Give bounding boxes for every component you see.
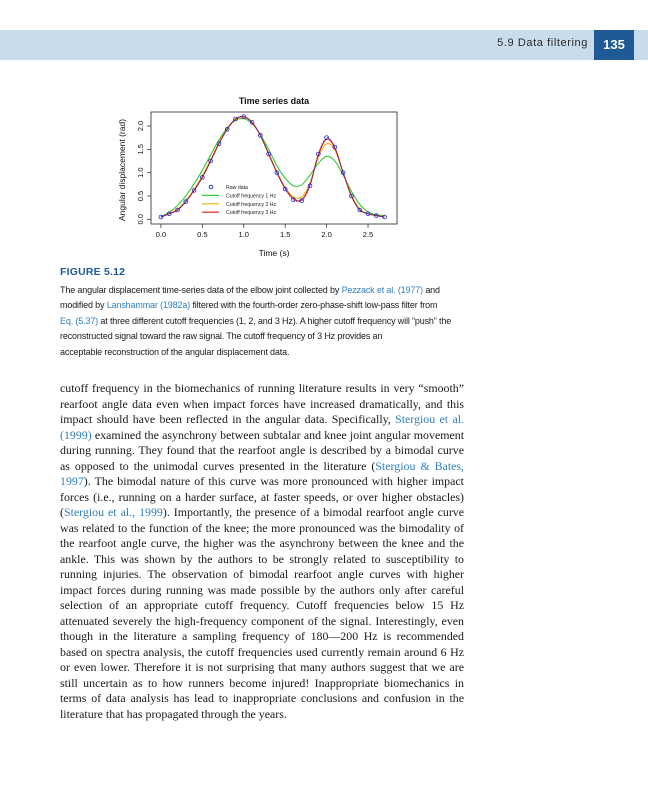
citation-link[interactable]: Stergiou & Bates, 1997 xyxy=(60,458,464,488)
x-tick-label: 2.5 xyxy=(362,230,374,239)
x-tick-label: 0.0 xyxy=(155,230,167,239)
x-tick-label: 2.0 xyxy=(321,230,332,239)
caption-text-segment: and xyxy=(422,284,440,295)
figure-label: FIGURE 5.12 xyxy=(60,266,126,278)
caption-reference-link[interactable]: Lanshammar (1982a) xyxy=(106,300,191,311)
caption-text-segment: acceptable reconstruction of the angular displacement data. xyxy=(60,346,290,357)
x-tick-label: 1.5 xyxy=(279,230,291,239)
y-tick-label: 1.5 xyxy=(136,144,145,155)
x-tick-label: 0.5 xyxy=(197,230,208,239)
caption-line xyxy=(60,314,468,330)
x-axis-label: Time (s) xyxy=(258,248,290,258)
page-number: 135 xyxy=(594,30,634,60)
caption-text xyxy=(60,283,468,361)
y-tick-label: 2.0 xyxy=(136,120,145,132)
caption-line xyxy=(60,298,468,314)
figure-caption xyxy=(60,265,468,361)
body-text-segment: cutoff frequency in the biomechanics of running literature results in very “smooth” rearfoot angle data even when impact forces have increased dramatically, and this impact should have been reflected in the angular data. Specifically, xyxy=(60,381,464,426)
legend-label: Cutoff frequency 3 Hz xyxy=(226,210,277,217)
running-head: 5.9 Data filtering xyxy=(497,37,588,49)
caption-text-segment: at three different cutoff frequencies (1, 2, and 3 Hz). A higher cutoff frequency will “push” the xyxy=(98,315,452,326)
caption-text-segment: reconstructed signal toward the raw signal. The cutoff frequency of 3 Hz provides an xyxy=(60,331,383,342)
chart-title: Time series data xyxy=(238,96,310,106)
citation-link[interactable]: Stergiou et al., 1999 xyxy=(63,505,163,519)
y-tick-label: 1.0 xyxy=(136,167,145,178)
body-paragraph xyxy=(60,381,464,722)
legend-label: Raw data xyxy=(226,185,248,191)
body-text-segment: ). The bimodal nature of this curve was more pronounced with higher impact forces (i.e., running on a harder surface, at faster speeds, or over higher obstacles) ( xyxy=(60,474,464,519)
y-tick-label: 0.0 xyxy=(136,214,145,225)
legend-label: Cutoff frequency 2 Hz xyxy=(226,201,277,208)
caption-line xyxy=(60,283,468,299)
caption-reference-link[interactable]: Pezzack et al. (1977) xyxy=(341,284,423,295)
caption-text-segment: filtered with the fourth-order zero-phase-shift low-pass filter from xyxy=(190,300,438,311)
caption-line xyxy=(60,329,468,345)
legend-label: Cutoff frequency 1 Hz xyxy=(226,193,277,200)
axes xyxy=(136,121,373,239)
caption-reference-link[interactable]: Eq. (5.37) xyxy=(60,315,99,326)
time-series-chart xyxy=(110,90,400,258)
body-text-segment: examined the asynchrony between subtalar and knee joint angular movement during running. They found that the rearfoot angle is described by a bimodal curve as opposed to the unimodal curves presented in the literature ( xyxy=(60,427,464,473)
body-text-segment: ). Importantly, the presence of a bimodal rearfoot angle curve was related to the function of the knee; the more pronounced was the bimodality of the rearfoot angle curve, the higher was the asynchrony between the knee and the ankle. This was shown by the authors to be strongly related to susceptibility to running injuries. The observation of bimodal rearfoot angle curves with higher impact forces during running was made possible by the authors only after careful selection of an appropriate cutoff frequency. Cutoff frequencies below 15 Hz attenuated severely the high-frequency component of the signal. Interestingly, even though in the literature a sampling frequency of 180—200 Hz is recommended based on spectra analysis, the cutoff frequencies used currently remain around 6 Hz or even lower. Therefore it is not surprising that many authors suggest that we are still uncertain as to how runners become injured! Inappropriate biomechanics in terms of data analysis has lead to inappropriate conclusions and confusion in the literature that has propagated through the years. xyxy=(60,505,464,721)
caption-text-segment: modified by xyxy=(60,300,107,311)
y-axis-label: Angular displacement (rad) xyxy=(117,118,127,222)
caption-text-segment: The angular displacement time-series data of the elbow joint collected by xyxy=(60,284,342,295)
y-tick-label: 0.5 xyxy=(136,190,145,202)
caption-line xyxy=(60,345,468,361)
legend xyxy=(202,185,276,216)
x-tick-label: 1.0 xyxy=(238,230,249,239)
citation-link[interactable]: Stergiou et al. (1999) xyxy=(60,412,464,442)
legend-marker-raw xyxy=(209,185,213,189)
